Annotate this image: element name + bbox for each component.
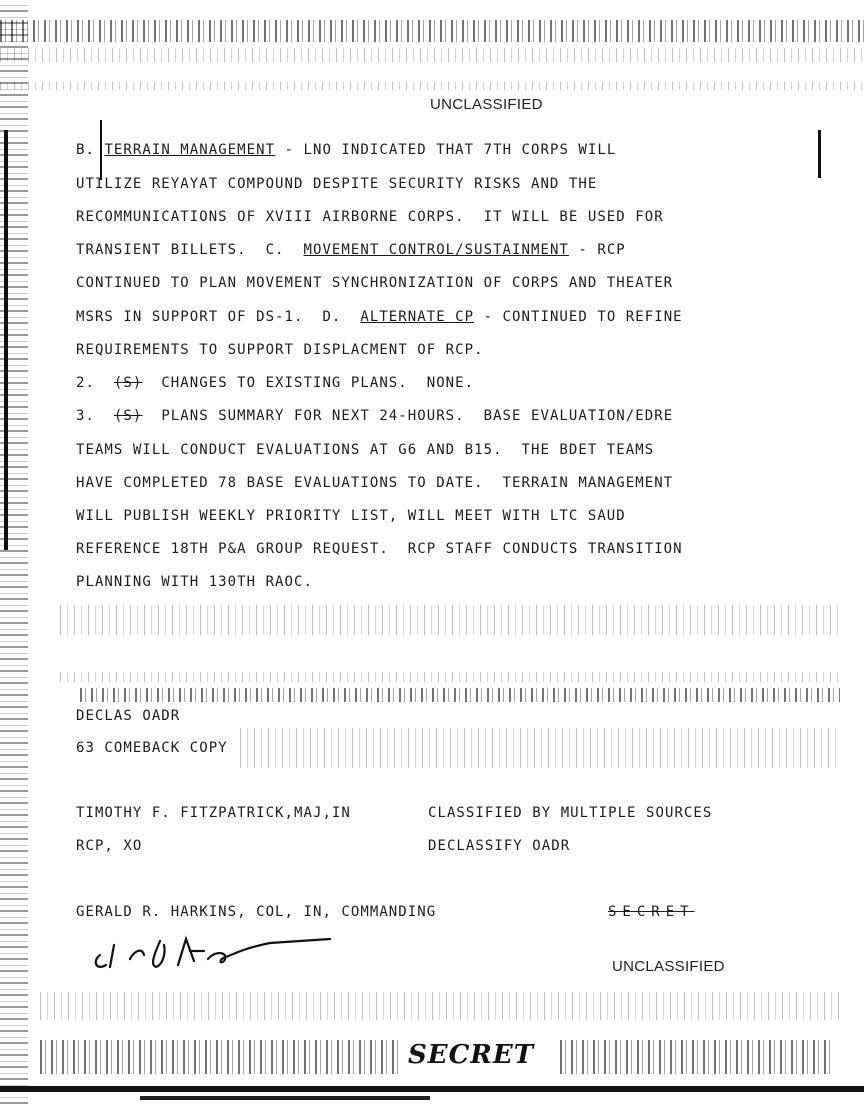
classification-marking-struck: (S) [113, 375, 143, 391]
bottom-edge-bar [0, 1086, 864, 1092]
secret-stamp: SECRET [408, 1040, 535, 1070]
heading-movement-control: MOVEMENT CONTROL/SUSTAINMENT [303, 242, 569, 258]
body-line-1-text: - LNO INDICATED THAT 7TH CORPS WILL [275, 142, 617, 158]
copy-noise-top-3 [0, 82, 864, 90]
body-line-6-text: - CONTINUED TO REFINE [474, 309, 683, 325]
body-line-4-pre: TRANSIENT BILLETS. C. [76, 242, 304, 258]
paragraph-label: B. [76, 142, 95, 158]
body-line-14: PLANNING WITH 130TH RAOC. [76, 574, 313, 590]
item-number-2: 2. [76, 375, 114, 391]
body-line-8 [76, 375, 474, 391]
body-line-6 [76, 309, 683, 325]
body-line-13: REFERENCE 18TH P&A GROUP REQUEST. RCP STAFF CONDUCTS TRANSITION [76, 541, 683, 557]
copy-noise-top [0, 20, 864, 42]
right-bracket-line [818, 130, 821, 178]
copy-noise-mid-3 [80, 688, 840, 702]
classified-by: CLASSIFIED BY MULTIPLE SOURCES [428, 805, 713, 821]
classification-marking-struck: (S) [113, 408, 143, 424]
body-line-5: CONTINUED TO PLAN MOVEMENT SYNCHRONIZATION OF CORPS AND THEATER [76, 275, 674, 291]
handwritten-signature [90, 925, 340, 975]
body-line-1 [76, 142, 616, 158]
declas-line-1: DECLAS OADR [76, 708, 181, 724]
item-number-3: 3. [76, 408, 114, 424]
footer-classification: UNCLASSIFIED [612, 958, 725, 975]
bottom-edge-bar-2 [140, 1096, 430, 1100]
body-line-3: RECOMMUNICATIONS OF XVIII AIRBORNE CORPS. IT WILL BE USED FOR [76, 209, 664, 225]
body-line-2: UTILIZE REYAYAT COMPOUND DESPITE SECURITY RISKS AND THE [76, 176, 598, 192]
body-line-4-text: - RCP [568, 242, 626, 258]
struck-classification: SECRET [608, 904, 695, 920]
body-line-8-text: CHANGES TO EXISTING PLANS. NONE. [142, 375, 475, 391]
heading-alternate-cp: ALTERNATE CP [360, 309, 475, 325]
body-line-7: REQUIREMENTS TO SUPPORT DISPLACMENT OF RCP. [76, 342, 484, 358]
body-line-9 [76, 408, 673, 424]
signer-office: RCP, XO [76, 838, 143, 854]
copy-noise-mid-1 [60, 605, 840, 635]
header-classification: UNCLASSIFIED [430, 96, 543, 113]
body-line-11: HAVE COMPLETED 78 BASE EVALUATIONS TO DATE. TERRAIN MANAGEMENT [76, 475, 674, 491]
body-line-4 [76, 242, 626, 258]
copy-noise-mid-2 [60, 672, 840, 682]
copy-noise-bottom-3 [560, 1040, 830, 1074]
body-line-10: TEAMS WILL CONDUCT EVALUATIONS AT G6 AND B15. THE BDET TEAMS [76, 442, 655, 458]
copy-noise-top-2 [0, 48, 864, 62]
body-line-6-pre: MSRS IN SUPPORT OF DS-1. D. [76, 309, 361, 325]
signer-name: TIMOTHY F. FITZPATRICK,MAJ,IN [76, 805, 351, 821]
margin-line [4, 130, 8, 550]
body-line-9-text: PLANS SUMMARY FOR NEXT 24-HOURS. BASE EVALUATION/EDRE [142, 408, 674, 424]
declas-line-2: 63 COMEBACK COPY [76, 740, 228, 756]
copy-noise-mid-4 [240, 728, 840, 768]
heading-terrain-management: TERRAIN MANAGEMENT [104, 142, 276, 158]
body-line-12: WILL PUBLISH WEEKLY PRIORITY LIST, WILL MEET WITH LTC SAUD [76, 508, 626, 524]
copy-noise-bottom-2 [40, 1040, 400, 1074]
copy-noise-bottom-1 [40, 992, 840, 1020]
declassify-instruction: DECLASSIFY OADR [428, 838, 571, 854]
commander-line: GERALD R. HARKINS, COL, IN, COMMANDING [76, 904, 437, 920]
